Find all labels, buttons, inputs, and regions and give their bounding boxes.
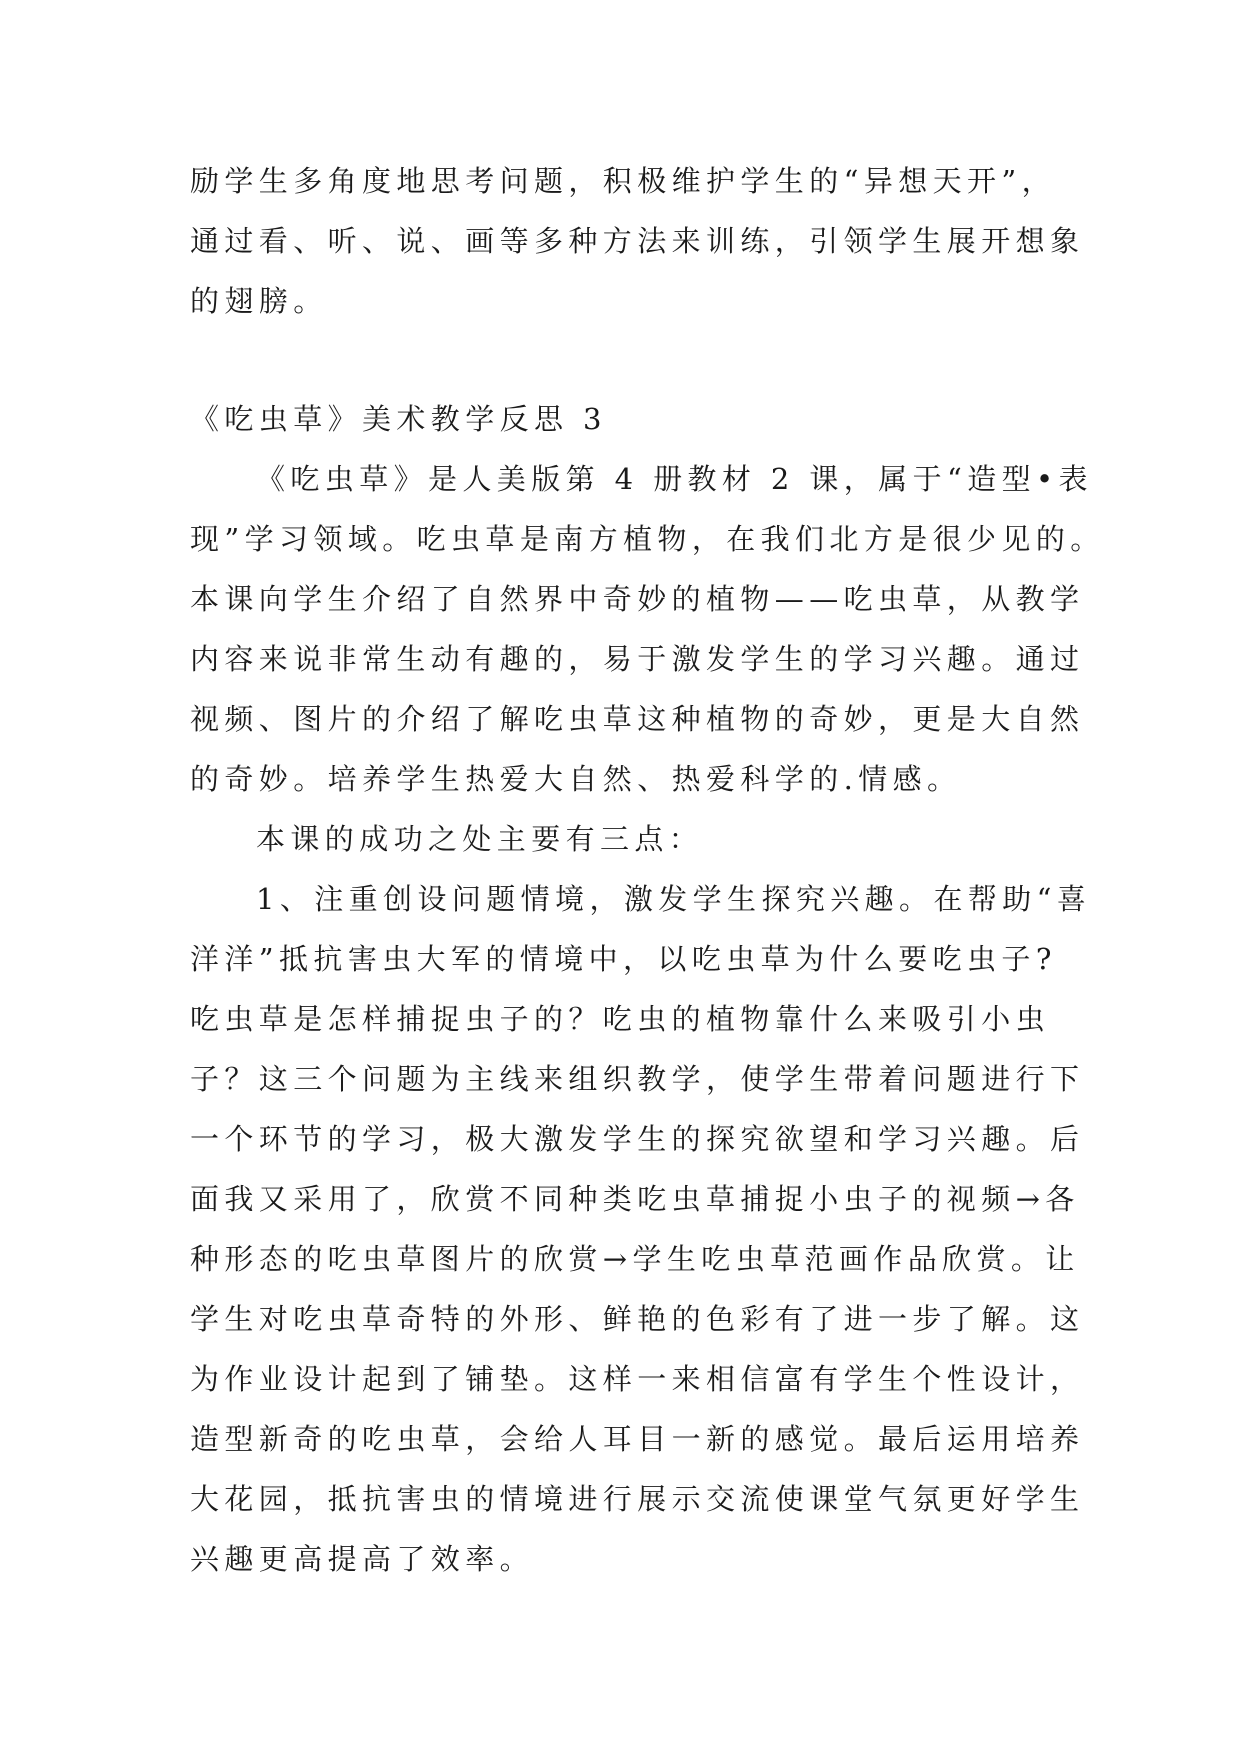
paragraph-line: 洋洋”抵抗害虫大军的情境中，以吃虫草为什么要吃虫子? — [190, 942, 1057, 976]
paragraph-line: 的奇妙。培养学生热爱大自然、热爱科学的.情感。 — [190, 762, 962, 796]
paragraph-line: 通过看、听、说、画等多种方法来训练，引领学生展开想象 — [190, 224, 1085, 258]
paragraph-line: 现”学习领域。吃虫草是南方植物，在我们北方是很少见的。 — [190, 522, 1105, 556]
continuation-paragraph — [190, 151, 1085, 331]
paragraph-line: 《吃虫草》是人美版第 4 册教材 2 课，属于“造型•表 — [256, 462, 1093, 496]
section-title: 《吃虫草》美术教学反思 3 — [190, 402, 607, 436]
section-heading — [190, 389, 1060, 449]
paragraph-line: 的翅膀。 — [190, 284, 328, 318]
paragraph-line: 1、注重创设问题情境，激发学生探究兴趣。在帮助“喜 — [256, 882, 1092, 916]
success-paragraph — [190, 809, 1060, 869]
paragraph-line: 视频、图片的介绍了解吃虫草这种植物的奇妙，更是大自然 — [190, 702, 1085, 736]
intro-paragraph — [190, 449, 1105, 809]
paragraph-line: 吃虫草是怎样捕捉虫子的？吃虫的植物靠什么来吸引小虫 — [190, 1002, 1051, 1036]
paragraph-line: 面我又采用了，欣赏不同种类吃虫草捕捉小虫子的视频→各 — [190, 1182, 1080, 1216]
paragraph-line: 本课向学生介绍了自然界中奇妙的植物——吃虫草，从教学 — [190, 582, 1085, 616]
paragraph-line: 种形态的吃虫草图片的欣赏→学生吃虫草范画作品欣赏。让 — [190, 1242, 1080, 1276]
paragraph-line: 一个环节的学习，极大激发学生的探究欲望和学习兴趣。后 — [190, 1122, 1085, 1156]
paragraph-line: 励学生多角度地思考问题，积极维护学生的“异想天开”， — [190, 164, 1057, 198]
paragraph-line: 学生对吃虫草奇特的外形、鲜艳的色彩有了进一步了解。这 — [190, 1302, 1085, 1336]
paragraph-line: 兴趣更高提高了效率。 — [190, 1542, 535, 1576]
paragraph-line: 造型新奇的吃虫草，会给人耳目一新的感觉。最后运用培养 — [190, 1422, 1085, 1456]
paragraph-line: 本课的成功之处主要有三点： — [256, 822, 704, 856]
paragraph-line: 为作业设计起到了铺垫。这样一来相信富有学生个性设计， — [190, 1362, 1085, 1396]
point1-paragraph — [190, 869, 1092, 1589]
paragraph-line: 大花园，抵抗害虫的情境进行展示交流使课堂气氛更好学生 — [190, 1482, 1085, 1516]
paragraph-line: 内容来说非常生动有趣的，易于激发学生的学习兴趣。通过 — [190, 642, 1085, 676]
paragraph-line: 子？这三个问题为主线来组织教学，使学生带着问题进行下 — [190, 1062, 1085, 1096]
